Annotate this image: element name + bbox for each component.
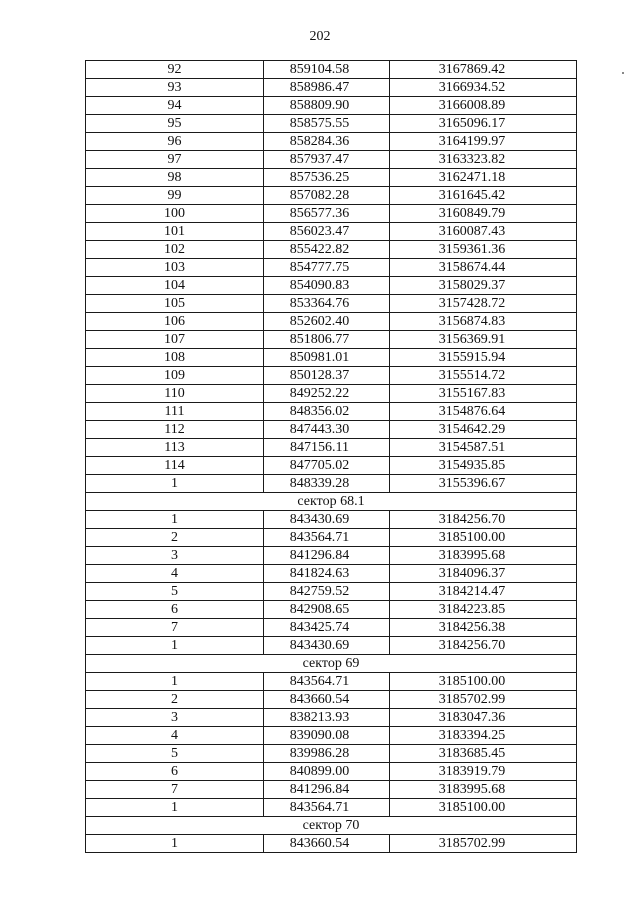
x-coordinate-cell: 848356.02 — [264, 403, 390, 421]
point-number-cell: 105 — [86, 295, 264, 313]
point-number-cell: 99 — [86, 187, 264, 205]
table-row — [86, 259, 577, 277]
coordinates-table-body — [86, 61, 577, 853]
y-coordinate-cell: 3183047.36 — [390, 709, 577, 727]
table-row — [86, 835, 577, 853]
point-number-cell: 93 — [86, 79, 264, 97]
y-coordinate-cell: 3166008.89 — [390, 97, 577, 115]
y-coordinate-cell: 3183685.45 — [390, 745, 577, 763]
point-number-cell: 104 — [86, 277, 264, 295]
table-row — [86, 691, 577, 709]
point-number-cell: 92 — [86, 61, 264, 79]
section-label: сектор 70 — [86, 817, 577, 835]
y-coordinate-cell: 3160087.43 — [390, 223, 577, 241]
table-row — [86, 169, 577, 187]
table-row — [86, 547, 577, 565]
y-coordinate-cell: 3185100.00 — [390, 799, 577, 817]
coordinates-table — [85, 60, 577, 853]
x-coordinate-cell: 843660.54 — [264, 691, 390, 709]
y-coordinate-cell: 3165096.17 — [390, 115, 577, 133]
table-row — [86, 781, 577, 799]
x-coordinate-cell: 848339.28 — [264, 475, 390, 493]
table-row — [86, 457, 577, 475]
table-row — [86, 151, 577, 169]
table-row — [86, 385, 577, 403]
point-number-cell: 101 — [86, 223, 264, 241]
section-label: сектор 68.1 — [86, 493, 577, 511]
point-number-cell: 2 — [86, 691, 264, 709]
y-coordinate-cell: 3166934.52 — [390, 79, 577, 97]
y-coordinate-cell: 3184256.38 — [390, 619, 577, 637]
point-number-cell: 97 — [86, 151, 264, 169]
table-row — [86, 709, 577, 727]
table-row — [86, 331, 577, 349]
page-number: 202 — [309, 29, 331, 44]
point-number-cell: 1 — [86, 835, 264, 853]
x-coordinate-cell: 856023.47 — [264, 223, 390, 241]
y-coordinate-cell: 3154935.85 — [390, 457, 577, 475]
point-number-cell: 1 — [86, 511, 264, 529]
point-number-cell: 7 — [86, 619, 264, 637]
x-coordinate-cell: 847443.30 — [264, 421, 390, 439]
x-coordinate-cell: 857937.47 — [264, 151, 390, 169]
point-number-cell: 114 — [86, 457, 264, 475]
point-number-cell: 109 — [86, 367, 264, 385]
section-header-row — [86, 493, 577, 511]
x-coordinate-cell: 853364.76 — [264, 295, 390, 313]
point-number-cell: 1 — [86, 799, 264, 817]
x-coordinate-cell: 843425.74 — [264, 619, 390, 637]
x-coordinate-cell: 842759.52 — [264, 583, 390, 601]
x-coordinate-cell: 849252.22 — [264, 385, 390, 403]
table-row — [86, 349, 577, 367]
y-coordinate-cell: 3155514.72 — [390, 367, 577, 385]
y-coordinate-cell: 3162471.18 — [390, 169, 577, 187]
y-coordinate-cell: 3158029.37 — [390, 277, 577, 295]
point-number-cell: 5 — [86, 583, 264, 601]
scan-speck — [622, 72, 624, 74]
point-number-cell: 113 — [86, 439, 264, 457]
point-number-cell: 107 — [86, 331, 264, 349]
y-coordinate-cell: 3183919.79 — [390, 763, 577, 781]
point-number-cell: 103 — [86, 259, 264, 277]
y-coordinate-cell: 3184256.70 — [390, 511, 577, 529]
table-row — [86, 205, 577, 223]
x-coordinate-cell: 843564.71 — [264, 799, 390, 817]
y-coordinate-cell: 3185100.00 — [390, 673, 577, 691]
point-number-cell: 2 — [86, 529, 264, 547]
y-coordinate-cell: 3154587.51 — [390, 439, 577, 457]
x-coordinate-cell: 854090.83 — [264, 277, 390, 295]
table-row — [86, 673, 577, 691]
point-number-cell: 3 — [86, 547, 264, 565]
section-label: сектор 69 — [86, 655, 577, 673]
y-coordinate-cell: 3183995.68 — [390, 781, 577, 799]
table-row — [86, 799, 577, 817]
table-row — [86, 763, 577, 781]
point-number-cell: 108 — [86, 349, 264, 367]
table-row — [86, 295, 577, 313]
table-row — [86, 403, 577, 421]
x-coordinate-cell: 850128.37 — [264, 367, 390, 385]
point-number-cell: 7 — [86, 781, 264, 799]
point-number-cell: 102 — [86, 241, 264, 259]
table-row — [86, 529, 577, 547]
point-number-cell: 94 — [86, 97, 264, 115]
x-coordinate-cell: 857536.25 — [264, 169, 390, 187]
point-number-cell: 95 — [86, 115, 264, 133]
x-coordinate-cell: 854777.75 — [264, 259, 390, 277]
x-coordinate-cell: 858575.55 — [264, 115, 390, 133]
y-coordinate-cell: 3185702.99 — [390, 691, 577, 709]
point-number-cell: 106 — [86, 313, 264, 331]
y-coordinate-cell: 3185100.00 — [390, 529, 577, 547]
y-coordinate-cell: 3184223.85 — [390, 601, 577, 619]
x-coordinate-cell: 841824.63 — [264, 565, 390, 583]
point-number-cell: 98 — [86, 169, 264, 187]
y-coordinate-cell: 3184214.47 — [390, 583, 577, 601]
point-number-cell: 111 — [86, 403, 264, 421]
x-coordinate-cell: 843430.69 — [264, 511, 390, 529]
y-coordinate-cell: 3154876.64 — [390, 403, 577, 421]
x-coordinate-cell: 851806.77 — [264, 331, 390, 349]
table-row — [86, 745, 577, 763]
y-coordinate-cell: 3155167.83 — [390, 385, 577, 403]
x-coordinate-cell: 839090.08 — [264, 727, 390, 745]
x-coordinate-cell: 838213.93 — [264, 709, 390, 727]
x-coordinate-cell: 857082.28 — [264, 187, 390, 205]
x-coordinate-cell: 840899.00 — [264, 763, 390, 781]
table-row — [86, 79, 577, 97]
table-row — [86, 115, 577, 133]
y-coordinate-cell: 3157428.72 — [390, 295, 577, 313]
point-number-cell: 6 — [86, 763, 264, 781]
section-header-row — [86, 817, 577, 835]
y-coordinate-cell: 3163323.82 — [390, 151, 577, 169]
x-coordinate-cell: 859104.58 — [264, 61, 390, 79]
x-coordinate-cell: 839986.28 — [264, 745, 390, 763]
point-number-cell: 4 — [86, 565, 264, 583]
y-coordinate-cell: 3159361.36 — [390, 241, 577, 259]
point-number-cell: 112 — [86, 421, 264, 439]
table-row — [86, 97, 577, 115]
table-row — [86, 421, 577, 439]
x-coordinate-cell: 842908.65 — [264, 601, 390, 619]
point-number-cell: 5 — [86, 745, 264, 763]
point-number-cell: 1 — [86, 475, 264, 493]
x-coordinate-cell: 852602.40 — [264, 313, 390, 331]
x-coordinate-cell: 858284.36 — [264, 133, 390, 151]
table-row — [86, 223, 577, 241]
y-coordinate-cell: 3167869.42 — [390, 61, 577, 79]
table-row — [86, 619, 577, 637]
section-header-row — [86, 655, 577, 673]
point-number-cell: 100 — [86, 205, 264, 223]
table-row — [86, 277, 577, 295]
table-row — [86, 439, 577, 457]
y-coordinate-cell: 3155396.67 — [390, 475, 577, 493]
y-coordinate-cell: 3183995.68 — [390, 547, 577, 565]
point-number-cell: 6 — [86, 601, 264, 619]
point-number-cell: 3 — [86, 709, 264, 727]
y-coordinate-cell: 3185702.99 — [390, 835, 577, 853]
y-coordinate-cell: 3160849.79 — [390, 205, 577, 223]
x-coordinate-cell: 841296.84 — [264, 781, 390, 799]
table-row — [86, 133, 577, 151]
point-number-cell: 4 — [86, 727, 264, 745]
x-coordinate-cell: 858986.47 — [264, 79, 390, 97]
table-row — [86, 583, 577, 601]
table-row — [86, 367, 577, 385]
y-coordinate-cell: 3184256.70 — [390, 637, 577, 655]
x-coordinate-cell: 855422.82 — [264, 241, 390, 259]
y-coordinate-cell: 3156369.91 — [390, 331, 577, 349]
table-row — [86, 601, 577, 619]
table-row — [86, 565, 577, 583]
table-row — [86, 511, 577, 529]
x-coordinate-cell: 843660.54 — [264, 835, 390, 853]
y-coordinate-cell: 3161645.42 — [390, 187, 577, 205]
x-coordinate-cell: 856577.36 — [264, 205, 390, 223]
x-coordinate-cell: 843564.71 — [264, 529, 390, 547]
point-number-cell: 110 — [86, 385, 264, 403]
x-coordinate-cell: 847705.02 — [264, 457, 390, 475]
table-row — [86, 313, 577, 331]
y-coordinate-cell: 3183394.25 — [390, 727, 577, 745]
table-row — [86, 475, 577, 493]
x-coordinate-cell: 850981.01 — [264, 349, 390, 367]
y-coordinate-cell: 3155915.94 — [390, 349, 577, 367]
table-row — [86, 61, 577, 79]
point-number-cell: 1 — [86, 673, 264, 691]
y-coordinate-cell: 3164199.97 — [390, 133, 577, 151]
x-coordinate-cell: 841296.84 — [264, 547, 390, 565]
table-row — [86, 187, 577, 205]
point-number-cell: 96 — [86, 133, 264, 151]
x-coordinate-cell: 843564.71 — [264, 673, 390, 691]
point-number-cell: 1 — [86, 637, 264, 655]
y-coordinate-cell: 3154642.29 — [390, 421, 577, 439]
y-coordinate-cell: 3184096.37 — [390, 565, 577, 583]
table-row — [86, 727, 577, 745]
x-coordinate-cell: 847156.11 — [264, 439, 390, 457]
y-coordinate-cell: 3156874.83 — [390, 313, 577, 331]
table-row — [86, 241, 577, 259]
x-coordinate-cell: 843430.69 — [264, 637, 390, 655]
table-row — [86, 637, 577, 655]
x-coordinate-cell: 858809.90 — [264, 97, 390, 115]
y-coordinate-cell: 3158674.44 — [390, 259, 577, 277]
